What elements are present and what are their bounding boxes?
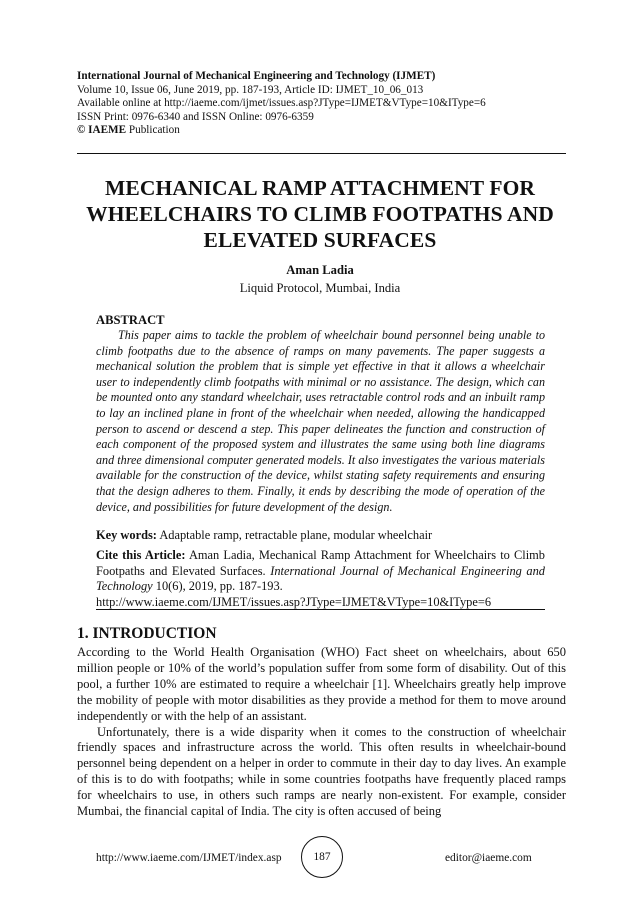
volume-line: Volume 10, Issue 06, June 2019, pp. 187-193, Article ID: IJMET_10_06_013 [77,83,424,96]
author-affiliation: Liquid Protocol, Mumbai, India [239,281,401,295]
citation-label: Cite this Article: [96,548,186,562]
citation-details: 10(6), 2019, pp. 187-193. [152,579,283,594]
publisher-bold: © IAEME [77,124,127,137]
paragraph-1: According to the World Health Organisation (WHO) Fact sheet on wheelchairs, about 650 million people or 10% of the world’s population suffer from some form of disability. Out of this pool, a further 10% are estimated to require a wheelchair [1]. Wheelchairs greatly help improve the mobility of people with motor disabilities as they provide a method for them to move around independently or with the help of an assistant. [77,645,566,723]
journal-name: International Journal of Mechanical Engineering and Technology (IJMET) [77,70,436,82]
page-number: 187 [301,836,343,878]
header-divider [77,153,566,154]
publisher-line [77,124,567,138]
section-heading: 1. INTRODUCTION [77,625,217,642]
citation-divider [96,609,545,610]
citation-text: Aman Ladia, Mechanical Ramp Attachment for Wheelchairs to Climb Footpaths and Elevated Surfaces. [96,548,545,578]
citation-url-link[interactable]: http://www.iaeme.com/IJMET/issues.asp?JType=IJMET&VType=10&IType=6 [96,594,492,609]
paragraph-2: Unfortunately, there is a wide disparity when it comes to the construction of wheelchair friendly spaces and infrastructure across the world. This often results in wheelchair-bound personnel being dependent on a helper in order to commute in their day to day lives. An example of this is to do with footpaths; while in some countries footpaths have frequently placed ramps for wheelchairs to use, in others such ramps are nearly non-existent. For example, consider Mumbai, the financial capital of India. The city is often accused of being [77,724,566,819]
paper-title [70,175,570,253]
keywords [96,528,545,543]
author-name: Aman Ladia [286,263,354,277]
footer-email-link[interactable]: editor@iaeme.com [445,852,532,864]
keywords-label: Key words: [96,528,157,542]
keywords-text: Adaptable ramp, retractable plane, modular wheelchair [156,528,433,542]
abstract-heading: ABSTRACT [96,313,165,327]
journal-header [77,70,567,138]
issn-line: ISSN Print: 0976-6340 and ISSN Online: 0976-6359 [77,110,314,123]
title-line-3: ELEVATED SURFACES [203,228,437,252]
footer-journal-link[interactable]: http://www.iaeme.com/IJMET/index.asp [96,852,282,864]
title-line-1: MECHANICAL RAMP ATTACHMENT FOR [104,176,536,200]
abstract-text: This paper aims to tackle the problem of wheelchair bound personnel being unable to climb footpaths due to the absence of ramps on many pavements. The paper suggests a mechanical solution the problem that is simple yet effective in that it allows a wheelchair user to independently climb footpaths with minimal or no assistance. The design, which can be mounted onto any standard wheelchair, uses retractable control rods and an inbuilt ramp to lay an inclined plane in front of the wheelchair when needed, allowing the handicapped person to ascend or descend a step. This paper delineates the function and construction of each component of the proposed system and illustrates the same using both line diagrams and three dimensional computer generated models. It also investigates the various materials available for the construction of the device, whilst stating safety requirements and ensuring that the design adheres to them. Finally, it ends by describing the mode of operation of the device, and possibilities for future development of the design. [96,328,545,514]
publisher-rest: Publication [126,124,180,137]
citation [96,548,545,610]
citation-journal: International Journal of Mechanical Engineering and Technology [96,563,546,594]
section-body [77,645,566,820]
title-line-2: WHEELCHAIRS TO CLIMB FOOTPATHS AND [86,202,554,226]
online-line: Available online at http://iaeme.com/ijmet/issues.asp?JType=IJMET&VType=10&IType=6 [77,97,486,110]
